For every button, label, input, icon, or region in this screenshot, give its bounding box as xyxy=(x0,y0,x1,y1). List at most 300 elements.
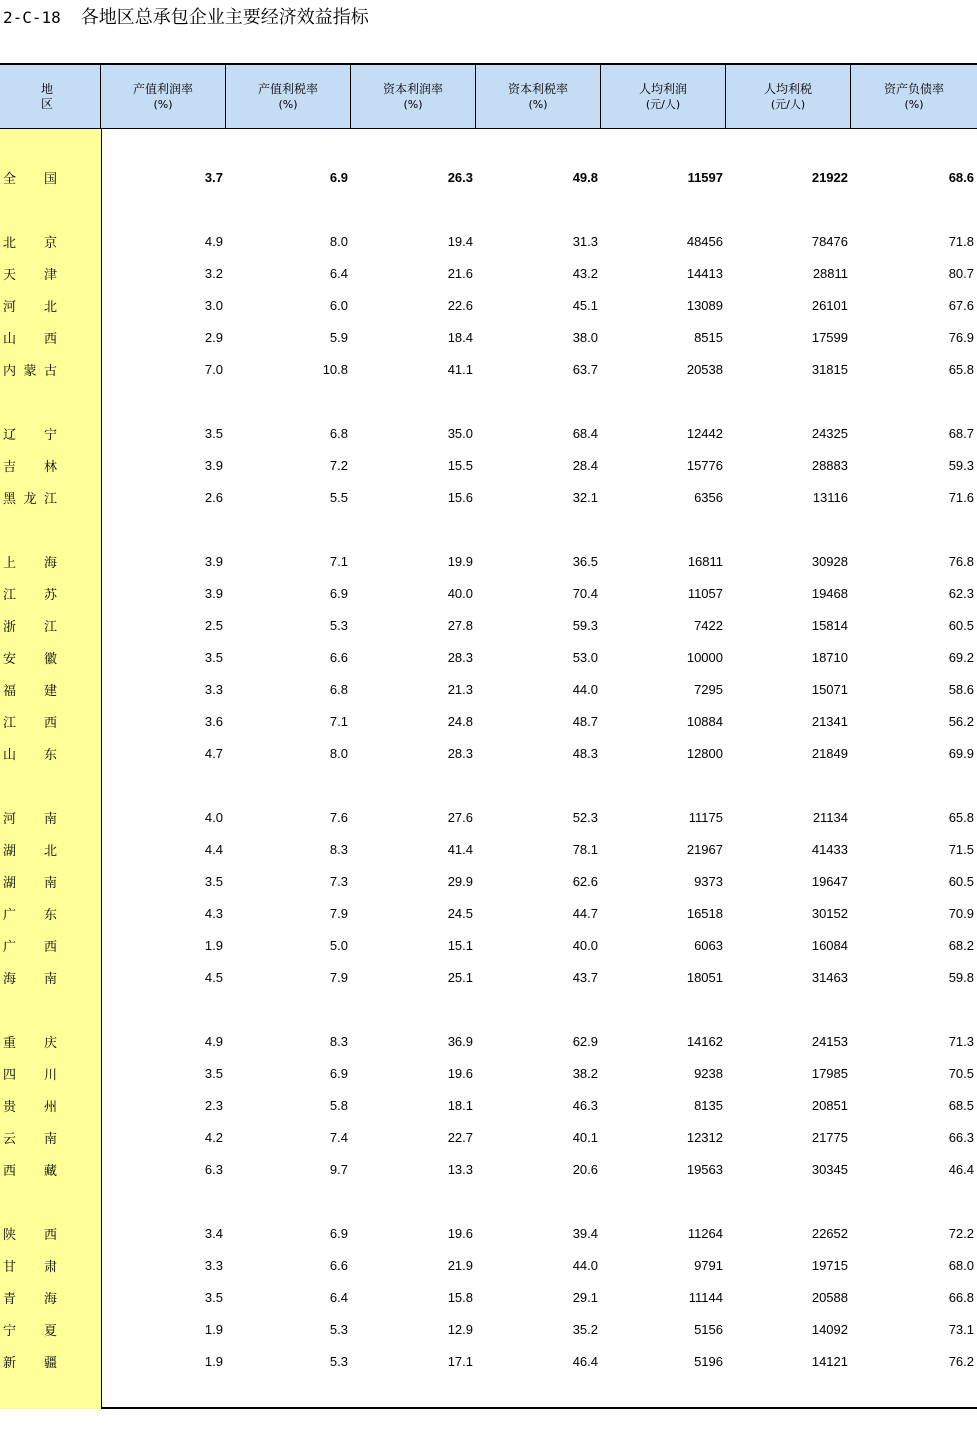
table-cell: 7.4 xyxy=(329,1129,348,1145)
table-cell: 15776 xyxy=(686,457,723,473)
column-header-profit-per-capita xyxy=(601,65,726,128)
table-cell: 41.1 xyxy=(447,361,473,377)
table-row xyxy=(0,321,977,353)
table-cell: 28.3 xyxy=(447,745,473,761)
table-cell: 43.7 xyxy=(572,969,598,985)
table-row xyxy=(0,1281,977,1313)
table-cell: 7.3 xyxy=(329,873,348,889)
table-cell: 3.5 xyxy=(204,873,223,889)
table-cell: 6356 xyxy=(694,489,723,505)
table-cell: 18.4 xyxy=(447,329,473,345)
table-cell: 19715 xyxy=(811,1257,848,1273)
table-cell: 30345 xyxy=(811,1161,848,1177)
column-header-asset-liability-ratio xyxy=(851,65,977,128)
table-cell: 21.6 xyxy=(447,265,473,281)
table-cell: 7.9 xyxy=(329,969,348,985)
table-cell: 24325 xyxy=(811,425,848,441)
table-cell: 36.9 xyxy=(447,1033,473,1049)
table-cell: 26101 xyxy=(811,297,848,313)
table-cell: 21922 xyxy=(811,169,848,185)
table-cell: 24.5 xyxy=(447,905,473,921)
table-cell: 76.9 xyxy=(948,329,974,345)
table-cell: 29.9 xyxy=(447,873,473,889)
column-header-label: 人均利润 xyxy=(638,81,687,96)
region-name: 广 西 xyxy=(3,939,57,955)
table-cell: 16811 xyxy=(687,553,723,569)
region-name: 青 海 xyxy=(3,1291,57,1307)
table-cell: 17985 xyxy=(811,1065,848,1081)
table-cell: 58.6 xyxy=(948,681,974,697)
table-cell: 14121 xyxy=(811,1353,848,1369)
region-name: 宁 夏 xyxy=(3,1323,57,1339)
table-cell: 45.1 xyxy=(572,297,598,313)
table-cell: 19.4 xyxy=(447,233,473,249)
table-cell: 11057 xyxy=(687,585,723,601)
table-cell: 11597 xyxy=(687,169,723,185)
table-cell: 14162 xyxy=(686,1033,723,1049)
table-cell: 9791 xyxy=(694,1257,723,1273)
table-cell: 6063 xyxy=(694,937,723,953)
table-row xyxy=(0,673,977,705)
table-cell: 17.1 xyxy=(447,1353,473,1369)
table-cell: 10884 xyxy=(686,713,723,729)
column-header-unit: (%) xyxy=(278,97,298,111)
table-cell: 68.4 xyxy=(572,425,598,441)
table-cell: 41433 xyxy=(811,841,848,857)
table-cell: 2.5 xyxy=(204,617,223,633)
table-cell: 52.3 xyxy=(572,809,598,825)
table-cell: 10.8 xyxy=(322,361,348,377)
table-cell: 8135 xyxy=(694,1097,723,1113)
table-cell: 30152 xyxy=(811,905,848,921)
table-cell: 6.3 xyxy=(204,1161,223,1177)
table-cell: 31815 xyxy=(811,361,848,377)
region-name: 新 疆 xyxy=(3,1355,57,1371)
table-cell: 44.0 xyxy=(572,681,598,697)
table-cell: 5156 xyxy=(694,1321,723,1337)
region-name: 重 庆 xyxy=(3,1035,57,1051)
table-cell: 68.2 xyxy=(948,937,974,953)
table-cell: 59.3 xyxy=(948,457,974,473)
table-cell: 41.4 xyxy=(447,841,473,857)
column-header-label: 资本利税率 xyxy=(507,81,568,96)
table-cell: 62.3 xyxy=(948,585,974,601)
table-cell: 32.1 xyxy=(572,489,598,505)
table-cell: 63.7 xyxy=(572,361,598,377)
table-cell: 27.8 xyxy=(447,617,473,633)
table-cell: 28.3 xyxy=(447,649,473,665)
table-cell: 19.6 xyxy=(447,1225,473,1241)
table-cell: 2.6 xyxy=(204,489,223,505)
table-cell: 18710 xyxy=(811,649,848,665)
table-cell: 53.0 xyxy=(572,649,598,665)
column-header-unit: (%) xyxy=(528,97,548,111)
table-cell: 69.9 xyxy=(948,745,974,761)
region-name: 浙 江 xyxy=(3,619,57,635)
table-cell: 14413 xyxy=(686,265,723,281)
table-cell: 6.9 xyxy=(329,1225,348,1241)
table-cell: 10000 xyxy=(686,649,723,665)
table-cell: 6.4 xyxy=(329,1289,348,1305)
table-cell: 76.2 xyxy=(948,1353,974,1369)
table-cell: 4.0 xyxy=(204,809,223,825)
table-cell: 3.9 xyxy=(204,553,223,569)
table-cell: 5.5 xyxy=(329,489,348,505)
region-name: 西 藏 xyxy=(3,1163,57,1179)
region-name: 江 西 xyxy=(3,715,57,731)
region-name: 吉 林 xyxy=(3,459,57,475)
page-title xyxy=(3,5,369,31)
table-cell: 6.9 xyxy=(329,169,348,185)
table-row xyxy=(0,1089,977,1121)
table-cell: 8.3 xyxy=(329,1033,348,1049)
table-cell: 5.3 xyxy=(329,1353,348,1369)
table-cell: 15.6 xyxy=(447,489,473,505)
table-cell: 68.5 xyxy=(948,1097,974,1113)
table-cell: 21134 xyxy=(812,809,848,825)
region-name: 上 海 xyxy=(3,555,57,571)
table-cell: 4.4 xyxy=(204,841,223,857)
table-cell: 29.1 xyxy=(572,1289,598,1305)
table-row xyxy=(0,1121,977,1153)
table-row xyxy=(0,641,977,673)
table-cell: 46.3 xyxy=(572,1097,598,1113)
table-cell: 5.9 xyxy=(329,329,348,345)
table-cell: 48456 xyxy=(686,233,723,249)
column-header-label: 资产负债率 xyxy=(883,81,944,96)
region-name: 内 蒙 古 xyxy=(3,363,57,379)
table-cell: 38.2 xyxy=(572,1065,598,1081)
table-cell: 7.0 xyxy=(204,361,223,377)
table-cell: 3.5 xyxy=(204,649,223,665)
table-cell: 68.6 xyxy=(948,169,974,185)
region-name: 黑 龙 江 xyxy=(3,491,57,507)
table-cell: 62.9 xyxy=(572,1033,598,1049)
table-row xyxy=(0,225,977,257)
region-name: 四 川 xyxy=(3,1067,57,1083)
table-cell: 17599 xyxy=(811,329,848,345)
table-cell: 15.1 xyxy=(447,937,473,953)
table-cell: 18.1 xyxy=(447,1097,473,1113)
table-row xyxy=(0,609,977,641)
table-cell: 3.5 xyxy=(204,1065,223,1081)
table-row xyxy=(0,1025,977,1057)
table-cell: 30928 xyxy=(811,553,848,569)
column-header-label: 人均利税 xyxy=(763,81,812,96)
table-title: 各地区总承包企业主要经济效益指标 xyxy=(80,7,369,28)
table-cell: 71.8 xyxy=(948,233,974,249)
table-cell: 12442 xyxy=(686,425,723,441)
table-row xyxy=(0,417,977,449)
table-cell: 7.9 xyxy=(329,905,348,921)
table-cell: 14092 xyxy=(811,1321,848,1337)
table-cell: 3.2 xyxy=(204,265,223,281)
table-header xyxy=(0,65,977,129)
table-cell: 59.3 xyxy=(572,617,598,633)
column-header-capital-profit-rate xyxy=(351,65,476,128)
table-cell: 4.9 xyxy=(204,233,223,249)
table-cell: 15.8 xyxy=(447,1289,473,1305)
table-cell: 31463 xyxy=(811,969,848,985)
table-cell: 15071 xyxy=(811,681,848,697)
table-cell: 27.6 xyxy=(447,809,473,825)
column-header-profit-tax-per-capita xyxy=(726,65,851,128)
table-cell: 3.6 xyxy=(204,713,223,729)
table-cell: 44.7 xyxy=(572,905,598,921)
table-cell: 12.9 xyxy=(447,1321,473,1337)
table-cell: 20.6 xyxy=(572,1161,598,1177)
table-row xyxy=(0,737,977,769)
table-row xyxy=(0,577,977,609)
table-cell: 46.4 xyxy=(948,1161,974,1177)
table-cell: 6.0 xyxy=(329,297,348,313)
table-cell: 8.3 xyxy=(329,841,348,857)
table-cell: 38.0 xyxy=(572,329,598,345)
region-name: 湖 南 xyxy=(3,875,57,891)
region-name: 甘 肃 xyxy=(3,1259,57,1275)
table-row xyxy=(0,801,977,833)
table-cell: 49.8 xyxy=(572,169,598,185)
table-cell: 70.4 xyxy=(572,585,598,601)
table-row xyxy=(0,289,977,321)
column-header-capital-profit-tax-rate xyxy=(476,65,601,128)
table-cell: 19468 xyxy=(811,585,848,601)
table-cell: 8.0 xyxy=(329,233,348,249)
table-row xyxy=(0,545,977,577)
table-cell: 3.9 xyxy=(204,585,223,601)
region-name: 福 建 xyxy=(3,683,57,699)
table-cell: 73.1 xyxy=(948,1321,974,1337)
table-cell: 70.5 xyxy=(948,1065,974,1081)
table-cell: 25.1 xyxy=(447,969,473,985)
table-cell: 20538 xyxy=(686,361,723,377)
table-row xyxy=(0,1217,977,1249)
region-name: 云 南 xyxy=(3,1131,57,1147)
table-cell: 15814 xyxy=(811,617,848,633)
table-row xyxy=(0,705,977,737)
table-cell: 35.0 xyxy=(447,425,473,441)
table-row xyxy=(0,257,977,289)
table-cell: 8515 xyxy=(694,329,723,345)
table-cell: 21849 xyxy=(811,745,848,761)
table-cell: 22.7 xyxy=(447,1129,473,1145)
table-cell: 7.1 xyxy=(329,713,348,729)
table-cell: 72.2 xyxy=(948,1225,974,1241)
region-name: 全 国 xyxy=(3,171,57,187)
column-header-unit: (%) xyxy=(904,97,924,111)
table-cell: 1.9 xyxy=(204,937,223,953)
table-cell: 6.6 xyxy=(329,649,348,665)
table-cell: 4.5 xyxy=(204,969,223,985)
table-cell: 69.2 xyxy=(948,649,974,665)
table-cell: 68.7 xyxy=(948,425,974,441)
table-cell: 65.8 xyxy=(948,809,974,825)
table-row xyxy=(0,833,977,865)
table-cell: 9.7 xyxy=(329,1161,348,1177)
table-cell: 62.6 xyxy=(572,873,598,889)
table-cell: 71.6 xyxy=(948,489,974,505)
table-cell: 6.4 xyxy=(329,265,348,281)
table-cell: 3.9 xyxy=(204,457,223,473)
column-header-unit: (%) xyxy=(403,97,423,111)
table-cell: 19563 xyxy=(686,1161,723,1177)
table-cell: 24153 xyxy=(811,1033,848,1049)
table-cell: 21341 xyxy=(811,713,848,729)
table-row xyxy=(0,481,977,513)
table-cell: 36.5 xyxy=(572,553,598,569)
column-header-unit: (元/人) xyxy=(645,97,681,111)
region-name: 河 南 xyxy=(3,811,57,827)
table-cell: 9238 xyxy=(694,1065,723,1081)
table-cell: 21967 xyxy=(686,841,723,857)
table-cell: 67.6 xyxy=(948,297,974,313)
table-cell: 7295 xyxy=(694,681,723,697)
table-cell: 76.8 xyxy=(948,553,974,569)
table-cell: 12800 xyxy=(686,745,723,761)
region-name: 湖 北 xyxy=(3,843,57,859)
table-row xyxy=(0,353,977,385)
table-row xyxy=(0,961,977,993)
table-cell: 4.3 xyxy=(204,905,223,921)
table-cell: 16084 xyxy=(811,937,848,953)
table-cell: 48.7 xyxy=(572,713,598,729)
table-cell: 20588 xyxy=(811,1289,848,1305)
table-cell: 3.3 xyxy=(204,681,223,697)
table-cell: 28883 xyxy=(811,457,848,473)
table-cell: 80.7 xyxy=(948,265,974,281)
table-cell: 31.3 xyxy=(572,233,598,249)
column-header-unit: (元/人) xyxy=(770,97,806,111)
table-cell: 48.3 xyxy=(572,745,598,761)
table-cell: 9373 xyxy=(694,873,723,889)
table-cell: 7.2 xyxy=(329,457,348,473)
table-cell: 21.9 xyxy=(447,1257,473,1273)
region-name: 河 北 xyxy=(3,299,57,315)
table-cell: 26.3 xyxy=(447,169,473,185)
region-name: 天 津 xyxy=(3,267,57,283)
table-cell: 21.3 xyxy=(447,681,473,697)
table-cell: 6.8 xyxy=(329,681,348,697)
region-name: 广 东 xyxy=(3,907,57,923)
table-cell: 13.3 xyxy=(447,1161,473,1177)
table-cell: 3.5 xyxy=(204,1289,223,1305)
table-cell: 2.9 xyxy=(204,329,223,345)
table-cell: 56.2 xyxy=(948,713,974,729)
table-cell: 7.6 xyxy=(329,809,348,825)
table-cell: 6.6 xyxy=(329,1257,348,1273)
column-header-label: 产值利润率 xyxy=(132,81,193,96)
table-row-total xyxy=(0,161,977,193)
table-cell: 28.4 xyxy=(572,457,598,473)
table-cell: 78.1 xyxy=(572,841,598,857)
table-cell: 44.0 xyxy=(572,1257,598,1273)
table-cell: 3.0 xyxy=(204,297,223,313)
table-cell: 5.0 xyxy=(329,937,348,953)
table-cell: 24.8 xyxy=(447,713,473,729)
table-cell: 11264 xyxy=(687,1225,723,1241)
column-header-unit: (%) xyxy=(153,97,173,111)
table-cell: 8.0 xyxy=(329,745,348,761)
column-header-label: 地 区 xyxy=(40,81,77,111)
table-cell: 66.8 xyxy=(948,1289,974,1305)
table-cell: 11144 xyxy=(688,1289,723,1305)
data-table xyxy=(0,63,977,1409)
table-row xyxy=(0,1153,977,1185)
column-header-output-profit-tax-rate xyxy=(226,65,351,128)
table-cell: 40.0 xyxy=(447,585,473,601)
table-cell: 3.3 xyxy=(204,1257,223,1273)
region-name: 海 南 xyxy=(3,971,57,987)
table-cell: 71.3 xyxy=(948,1033,974,1049)
table-cell: 60.5 xyxy=(948,617,974,633)
table-cell: 39.4 xyxy=(572,1225,598,1241)
table-cell: 28811 xyxy=(812,265,848,281)
table-cell: 19.9 xyxy=(447,553,473,569)
table-cell: 5.3 xyxy=(329,1321,348,1337)
table-row xyxy=(0,1313,977,1345)
table-cell: 70.9 xyxy=(948,905,974,921)
table-cell: 7422 xyxy=(694,617,723,633)
region-name: 北 京 xyxy=(3,235,57,251)
table-cell: 59.8 xyxy=(948,969,974,985)
table-code: 2-C-18 xyxy=(3,8,61,27)
region-name: 山 东 xyxy=(3,747,57,763)
table-cell: 3.5 xyxy=(204,425,223,441)
region-name: 江 苏 xyxy=(3,587,57,603)
table-cell: 6.9 xyxy=(329,585,348,601)
table-row xyxy=(0,929,977,961)
table-cell: 22652 xyxy=(811,1225,848,1241)
table-row xyxy=(0,449,977,481)
table-cell: 78476 xyxy=(811,233,848,249)
region-name: 陕 西 xyxy=(3,1227,57,1243)
table-cell: 6.9 xyxy=(329,1065,348,1081)
table-cell: 60.5 xyxy=(948,873,974,889)
table-cell: 12312 xyxy=(686,1129,723,1145)
table-cell: 5.8 xyxy=(329,1097,348,1113)
table-cell: 18051 xyxy=(686,969,723,985)
region-name: 安 徽 xyxy=(3,651,57,667)
table-cell: 46.4 xyxy=(572,1353,598,1369)
table-row xyxy=(0,897,977,929)
table-cell: 11175 xyxy=(688,809,723,825)
table-cell: 40.0 xyxy=(572,937,598,953)
table-cell: 5.3 xyxy=(329,617,348,633)
table-cell: 7.1 xyxy=(329,553,348,569)
table-cell: 13089 xyxy=(686,297,723,313)
table-cell: 6.8 xyxy=(329,425,348,441)
table-cell: 4.7 xyxy=(204,745,223,761)
region-name: 贵 州 xyxy=(3,1099,57,1115)
table-cell: 65.8 xyxy=(948,361,974,377)
table-cell: 19.6 xyxy=(447,1065,473,1081)
table-cell: 2.3 xyxy=(204,1097,223,1113)
table-cell: 5196 xyxy=(694,1353,723,1369)
table-cell: 15.5 xyxy=(447,457,473,473)
table-cell: 21775 xyxy=(811,1129,848,1145)
column-header-label: 产值利税率 xyxy=(257,81,318,96)
region-name: 辽 宁 xyxy=(3,427,57,443)
table-cell: 19647 xyxy=(811,873,848,889)
table-cell: 16518 xyxy=(686,905,723,921)
table-cell: 13116 xyxy=(812,489,848,505)
table-cell: 4.9 xyxy=(204,1033,223,1049)
table-cell: 3.4 xyxy=(204,1225,223,1241)
table-cell: 3.7 xyxy=(204,169,223,185)
table-cell: 1.9 xyxy=(204,1353,223,1369)
table-cell: 68.0 xyxy=(948,1257,974,1273)
table-row xyxy=(0,1057,977,1089)
